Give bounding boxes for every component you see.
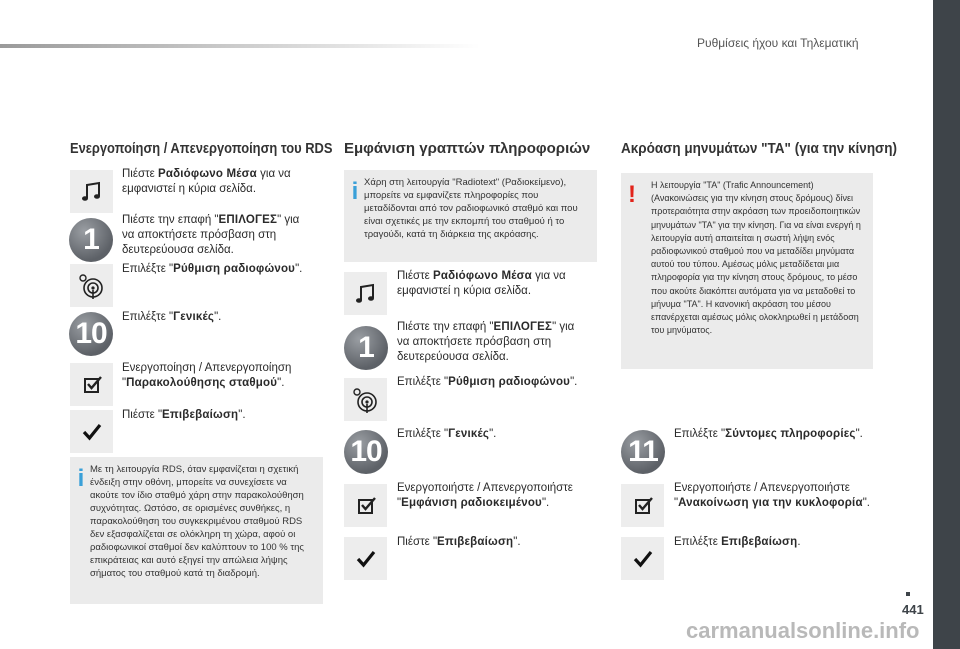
radio-settings-tile bbox=[70, 264, 113, 307]
warning-icon: ! bbox=[628, 181, 636, 208]
check-icon bbox=[356, 550, 376, 568]
media-tile bbox=[70, 170, 113, 213]
toggle-tile bbox=[344, 484, 387, 527]
checkbox-icon bbox=[632, 495, 654, 517]
step-badge-11: 11 bbox=[621, 430, 665, 474]
radio-settings-icon bbox=[351, 385, 381, 415]
col3-step1-text: Επιλέξτε "Σύντομες πληροφορίες". bbox=[674, 428, 863, 440]
ta-warning-note bbox=[621, 173, 873, 369]
check-icon bbox=[82, 423, 102, 441]
col1-step2-text: Πιέστε την επαφή "ΕΠΙΛΟΓΕΣ" για να αποκτήσετε πρόσβαση στη δευτερεύουσα σελίδα. bbox=[122, 214, 300, 256]
col2-step2-text: Πιέστε την επαφή "ΕΠΙΛΟΓΕΣ" για να αποκτήσετε πρόσβαση στη δευτερεύουσα σελίδα. bbox=[397, 321, 575, 363]
section-title-rds: Ενεργοποίηση / Απενεργοποίηση του RDS bbox=[70, 140, 333, 157]
rds-info-text: Με τη λειτουργία RDS, όταν εμφανίζεται η σχετική ένδειξη στην οθόνη, μπορείτε να συνεχίσετε να ακούτε τον ίδιο σταθμό χάρη στην παρακολούθηση συχνότητας. Ωστόσο, σε ορισμένες συνθήκες, η παρακολούθηση του συγκεκριμένου σταθμού RDS δεν εξασφαλίζεται σε ολόκληρη τη χώρα, αφού οι ραδιοφωνικοί σταθμοί δεν καλύπτουν το 100 % της επικράτειας και αυτό εξηγεί την απώλεια λήψης σήματος του σταθμού κατά τη διαδρομή. bbox=[90, 464, 304, 579]
check-icon bbox=[633, 550, 653, 568]
step-badge-1: 1 bbox=[69, 218, 113, 262]
radiotext-info-note bbox=[344, 170, 597, 262]
radiotext-info-text: Χάρη στη λειτουργία "Radiotext" (Ραδιοκείμενο), μπορείτε να εμφανίζετε πληροφορίες που μεταδίδονται από τον ραδιοφωνικό σταθμό και που είναι σχετικές με την εκπομπή του σταθμού ή το τραγούδι, κατά τη διάρκεια της ακρόασης. bbox=[364, 177, 578, 240]
col2-step1-text: Πιέστε Ραδιόφωνο Μέσα για να εμφανιστεί η κύρια σελίδα. bbox=[397, 270, 566, 297]
music-note-icon bbox=[353, 281, 379, 307]
col2-step5-text: Ενεργοποιήστε / Απενεργοποιήστε "Εμφάνιση ραδιοκειμένου". bbox=[397, 482, 573, 509]
info-icon: i bbox=[77, 465, 85, 492]
page-marker bbox=[906, 592, 910, 596]
info-icon: i bbox=[351, 178, 359, 205]
page-header-title: Ρυθμίσεις ήχου και Τηλεματική bbox=[697, 36, 859, 50]
col2-step3-text: Επιλέξτε "Ρύθμιση ραδιοφώνου". bbox=[397, 376, 578, 388]
rds-info-note bbox=[70, 457, 323, 604]
toggle-tile bbox=[70, 363, 113, 406]
col1-step1-text: Πιέστε Ραδιόφωνο Μέσα για να εμφανιστεί η κύρια σελίδα. bbox=[122, 168, 291, 195]
confirm-tile bbox=[344, 537, 387, 580]
step-badge-10: 10 bbox=[344, 430, 388, 474]
col3-step2-text: Ενεργοποιήστε / Απενεργοποιήστε "Ανακοίνωση για την κυκλοφορία". bbox=[674, 482, 870, 509]
section-title-radiotext: Εμφάνιση γραπτών πληροφοριών bbox=[344, 140, 591, 157]
page-number: 441 bbox=[902, 602, 924, 617]
watermark: carmanualsonline.info bbox=[686, 618, 920, 643]
col1-step3-text: Επιλέξτε "Ρύθμιση ραδιοφώνου". bbox=[122, 263, 303, 275]
toggle-tile bbox=[621, 484, 664, 527]
step-badge-10: 10 bbox=[69, 312, 113, 356]
checkbox-icon bbox=[355, 495, 377, 517]
col2-step6-text: Πιέστε "Επιβεβαίωση". bbox=[397, 536, 521, 548]
music-note-icon bbox=[79, 179, 105, 205]
section-title-ta: Ακρόαση μηνυμάτων "TA" (για την κίνηση) bbox=[621, 140, 898, 157]
col1-step6-text: Πιέστε "Επιβεβαίωση". bbox=[122, 409, 246, 421]
media-tile bbox=[344, 272, 387, 315]
col1-step4-text: Επιλέξτε "Γενικές". bbox=[122, 311, 222, 323]
confirm-tile bbox=[70, 410, 113, 453]
header-rule bbox=[0, 44, 480, 48]
step-badge-1: 1 bbox=[344, 326, 388, 370]
col1-step5-text: Ενεργοποίηση / Απενεργοποίηση "Παρακολούθησης σταθμού". bbox=[122, 362, 292, 389]
radio-settings-icon bbox=[77, 271, 107, 301]
col3-step3-text: Επιλέξτε Επιβεβαίωση. bbox=[674, 536, 801, 548]
col2-step4-text: Επιλέξτε "Γενικές". bbox=[397, 428, 497, 440]
ta-warning-text: Η λειτουργία "TA" (Trafic Announcement) (Ανακοινώσεις για την κίνηση στους δρόμους) δίνει προτεραιότητα στην ακρόαση των προειδοποιητικών μηνυμάτων "TA" για την κίνηση. Για να είναι ενεργή η λειτουργία αυτή απαιτείται η σωστή λήψη ενός ραδιοφωνικού σταθμού που να μεταδίδει μηνύματα αυτού του τύπου. Αμέσως μόλις μεταδίδεται μια πληροφορία για την κίνηση στους δρόμους, το μέσο που ακούτε διακόπτει αυτόματα για να μεταδοθεί το μήνυμα "TA". Η κανονική ακρόαση του μέσου επανέρχεται αμέσως μόλις ολοκληρωθεί η μετάδοση του μηνύματος. bbox=[651, 180, 861, 336]
chapter-sidebar bbox=[933, 0, 960, 649]
confirm-tile bbox=[621, 537, 664, 580]
radio-settings-tile bbox=[344, 378, 387, 421]
checkbox-icon bbox=[81, 374, 103, 396]
